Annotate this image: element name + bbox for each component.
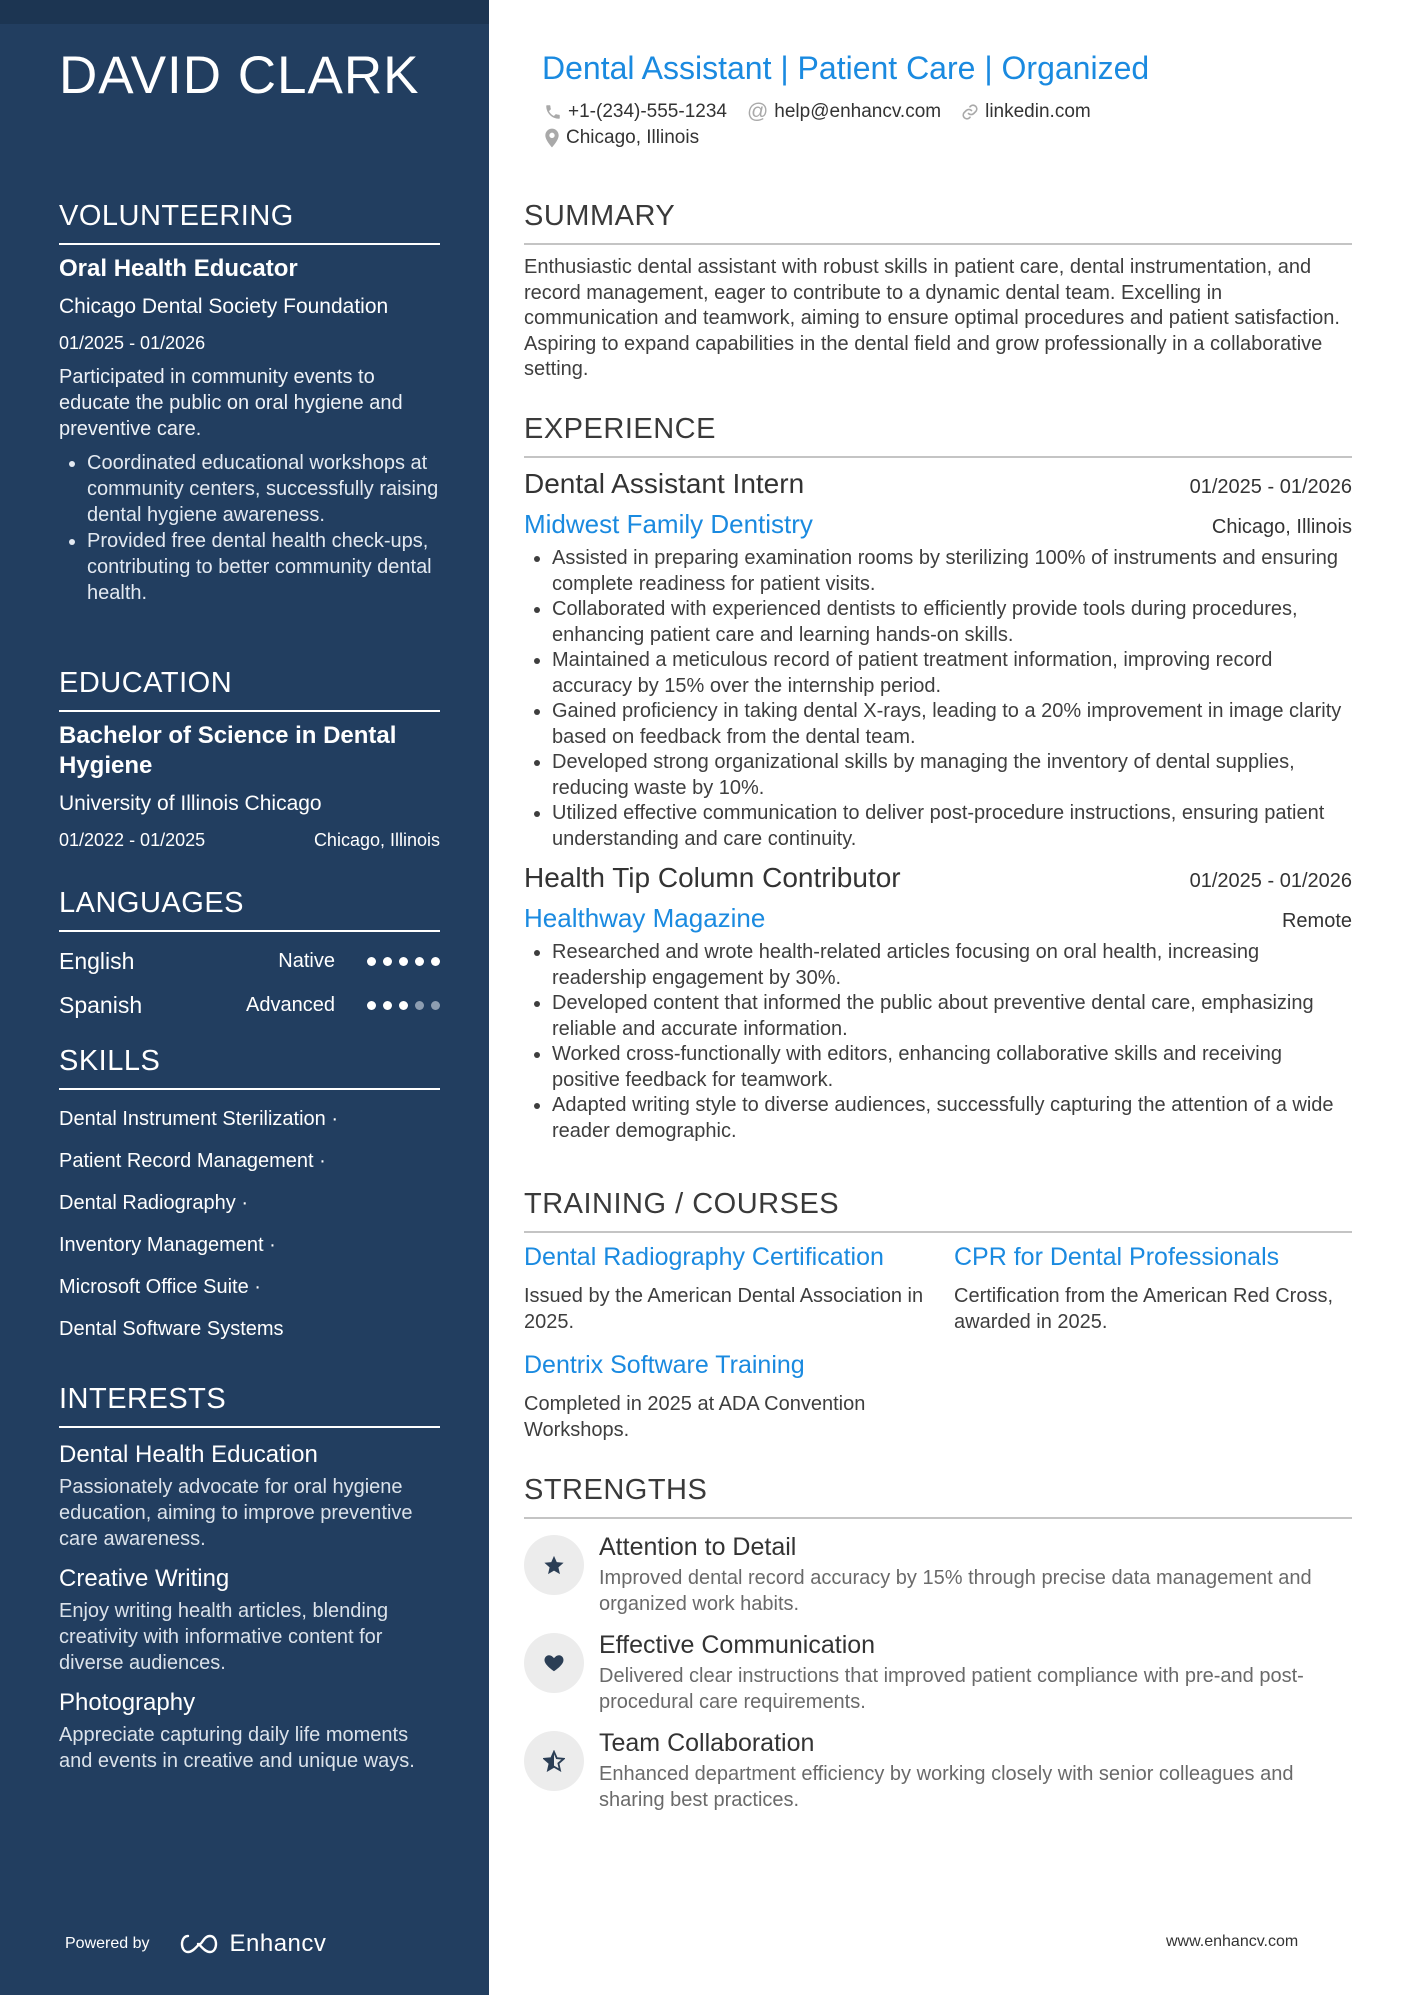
education-meta xyxy=(59,828,440,852)
list-item: • Developed strong organizational skills by managing the inventory of dental supplies, reducing waste by 10%. xyxy=(552,750,1352,801)
experience-heading: EXPERIENCE xyxy=(524,411,1352,458)
link-icon xyxy=(961,103,979,121)
volunteer-description: Participated in community events to educate the public on oral hygiene and preventive care. xyxy=(59,366,403,440)
volunteer-bullets xyxy=(59,450,440,606)
job-company: Healthway Magazine xyxy=(524,903,766,933)
skill-item: Microsoft Office Suite · xyxy=(59,1276,261,1298)
contact-row xyxy=(544,100,1091,124)
interest-title: Dental Health Education xyxy=(59,1441,318,1468)
course-item xyxy=(954,1241,1354,1335)
list-item: • Gained proficiency in taking dental X-rays, leading to a 20% improvement in image clarity based on feedback from the dental team. xyxy=(552,699,1352,750)
job-location: Chicago, Illinois xyxy=(1211,516,1352,538)
job-company-row xyxy=(524,902,1352,934)
volunteer-role: Oral Health Educator xyxy=(59,255,298,282)
volunteer-dates: 01/2025 - 01/2026 xyxy=(59,333,206,353)
course-item xyxy=(524,1349,954,1443)
language-row xyxy=(59,946,440,976)
contact-phone[interactable] xyxy=(544,101,727,123)
interest-text: Passionately advocate for oral hygiene education, aiming to improve preventive care awareness. xyxy=(59,1476,413,1550)
star-icon xyxy=(524,1535,584,1595)
interests-section xyxy=(59,1381,440,1774)
rating-dot xyxy=(367,957,376,966)
strengths-section xyxy=(524,1472,1352,1813)
list-item: • Utilized effective communication to deliver post-procedure instructions, ensuring patient understanding and care continuity. xyxy=(552,801,1352,852)
course-text: Certification from the American Red Cross, awarded in 2025. xyxy=(954,1285,1334,1333)
contact-location xyxy=(544,127,699,149)
skills-heading: SKILLS xyxy=(59,1043,440,1090)
at-icon: @ xyxy=(746,100,769,123)
contact-email[interactable] xyxy=(747,100,941,124)
skills-section xyxy=(59,1043,440,1342)
list-item: • Assisted in preparing examination rooms by sterilizing 100% of instruments and ensuring complete readiness for patient visits. xyxy=(552,546,1352,597)
skill-item: Patient Record Management · xyxy=(59,1150,326,1172)
education-school: University of Illinois Chicago xyxy=(59,792,322,815)
brand-name: Enhancv xyxy=(229,1930,327,1957)
list-item: • Worked cross-functionally with editors, enhancing collaborative skills and receiving positive feedback for teamwork. xyxy=(552,1042,1352,1093)
skill-item: Dental Radiography · xyxy=(59,1192,248,1214)
language-name: English xyxy=(59,947,135,974)
linkedin-text: linkedin.com xyxy=(985,101,1091,122)
infinity-logo-icon xyxy=(176,1932,222,1956)
interest-title: Photography xyxy=(59,1689,196,1716)
languages-section xyxy=(59,885,440,1020)
volunteer-meta xyxy=(59,331,440,355)
skill-item: Dental Software Systems xyxy=(59,1318,284,1340)
strength-text: Improved dental record accuracy by 15% through precise data management and organized work habits. xyxy=(599,1567,1312,1615)
strength-body xyxy=(599,1531,1352,1617)
training-section xyxy=(524,1186,1352,1443)
job-location: Remote xyxy=(1281,910,1352,932)
skill-item: Inventory Management · xyxy=(59,1234,276,1256)
rating-dot xyxy=(399,957,408,966)
contact-row-2 xyxy=(544,127,699,149)
training-heading: TRAINING / COURSES xyxy=(524,1186,1352,1233)
volunteering-heading: VOLUNTEERING xyxy=(59,198,440,245)
interest-title: Creative Writing xyxy=(59,1565,230,1592)
strengths-heading: STRENGTHS xyxy=(524,1472,1352,1519)
powered-label: Powered by xyxy=(65,1935,150,1952)
powered-by xyxy=(65,1930,326,1958)
education-section xyxy=(59,665,440,852)
list-item: • Adapted writing style to diverse audiences, successfully capturing the attention of a wide reader demographic. xyxy=(552,1093,1352,1144)
job-title-row xyxy=(524,466,1352,502)
star-half-icon xyxy=(524,1731,584,1791)
location-text: Chicago, Illinois xyxy=(566,127,700,148)
phone-icon xyxy=(544,103,562,121)
job-bullets xyxy=(524,940,1352,1144)
job-bullets xyxy=(524,546,1352,852)
job-company: Midwest Family Dentistry xyxy=(524,509,813,539)
strength-title: Team Collaboration xyxy=(599,1729,815,1757)
sidebar-top-band xyxy=(0,0,489,24)
rating-dot xyxy=(367,1001,376,1010)
volunteer-org: Chicago Dental Society Foundation xyxy=(59,295,389,318)
course-title: Dentrix Software Training xyxy=(524,1351,805,1379)
phone-text: +1-(234)-555-1234 xyxy=(568,101,727,122)
skill-item: Dental Instrument Sterilization · xyxy=(59,1108,339,1130)
heart-icon xyxy=(524,1633,584,1693)
brand-logo[interactable] xyxy=(176,1930,327,1958)
interests-heading: INTERESTS xyxy=(59,1381,440,1428)
course-text: Issued by the American Dental Association in 2025. xyxy=(524,1285,924,1333)
volunteering-section xyxy=(59,198,440,606)
rating-dot xyxy=(431,957,440,966)
location-pin-icon xyxy=(544,128,560,148)
footer-url[interactable]: www.enhancv.com xyxy=(1166,1933,1299,1950)
course-grid xyxy=(524,1241,1352,1443)
rating-dot xyxy=(383,1001,392,1010)
interest-text: Enjoy writing health articles, blending creativity with informative content for diverse audiences. xyxy=(59,1600,389,1674)
strength-body xyxy=(599,1629,1352,1715)
strength-body xyxy=(599,1727,1352,1813)
sidebar xyxy=(0,0,489,1995)
strength-item xyxy=(524,1727,1352,1813)
strength-item xyxy=(524,1531,1352,1617)
summary-text: Enthusiastic dental assistant with robust skills in patient care, dental instrumentation, and record management, eager to contribute to a dynamic dental team. Excelling in communication and teamwork, aiming to ensure optimal procedures and patient satisfaction. Aspiring to expand capabilities in the dental field and grow professionally in a collaborative setting. xyxy=(524,256,1340,380)
list-item: • Coordinated educational workshops at community centers, successfully raising dental hygiene awareness. xyxy=(87,450,440,528)
course-item xyxy=(524,1241,954,1335)
language-name: Spanish xyxy=(59,991,143,1018)
list-item: • Developed content that informed the public about preventive dental care, emphasizing reliable and accurate information. xyxy=(552,991,1352,1042)
job-title: Dental Assistant Intern xyxy=(524,468,805,499)
strength-item xyxy=(524,1629,1352,1715)
contact-linkedin[interactable] xyxy=(961,101,1091,123)
languages-heading: LANGUAGES xyxy=(59,885,440,932)
job-title: Health Tip Column Contributor xyxy=(524,862,901,893)
education-degree: Bachelor of Science in Dental Hygiene xyxy=(59,722,397,779)
job-entry xyxy=(524,466,1352,852)
language-row xyxy=(59,990,440,1020)
summary-section xyxy=(524,198,1352,383)
language-level: Native xyxy=(278,949,335,972)
education-dates: 01/2022 - 01/2025 xyxy=(59,830,206,850)
list-item: • Researched and wrote health-related articles focusing on oral health, increasing readership engagement by 30%. xyxy=(552,940,1352,991)
job-entry xyxy=(524,860,1352,1144)
candidate-name: DAVID CLARK xyxy=(59,46,420,105)
course-title: CPR for Dental Professionals xyxy=(954,1243,1280,1271)
language-level: Advanced xyxy=(246,993,335,1016)
email-text: help@enhancv.com xyxy=(774,101,942,122)
education-location: Chicago, Illinois xyxy=(313,830,440,850)
language-rating xyxy=(367,1001,440,1010)
rating-dot xyxy=(431,1001,440,1010)
interest-text: Appreciate capturing daily life moments and events in creative and unique ways. xyxy=(59,1724,415,1772)
strength-title: Effective Communication xyxy=(599,1631,876,1659)
course-title: Dental Radiography Certification xyxy=(524,1243,884,1271)
rating-dot xyxy=(399,1001,408,1010)
list-item: • Provided free dental health check-ups, contributing to better community dental health. xyxy=(87,528,440,606)
education-heading: EDUCATION xyxy=(59,665,440,712)
summary-heading: SUMMARY xyxy=(524,198,1352,245)
experience-section xyxy=(524,411,1352,1144)
language-rating xyxy=(367,957,440,966)
strength-text: Enhanced department efficiency by working closely with senior colleagues and sharing best practices. xyxy=(599,1763,1294,1811)
list-item: • Maintained a meticulous record of patient treatment information, improving record accuracy by 15% over the internship period. xyxy=(552,648,1352,699)
job-dates: 01/2025 - 01/2026 xyxy=(1189,870,1352,892)
strength-text: Delivered clear instructions that improved patient compliance with pre-and post-procedural care requirements. xyxy=(599,1665,1304,1713)
job-dates: 01/2025 - 01/2026 xyxy=(1189,476,1352,498)
strength-title: Attention to Detail xyxy=(599,1533,797,1561)
course-text: Completed in 2025 at ADA Convention Workshops. xyxy=(524,1393,866,1441)
list-item: • Collaborated with experienced dentists to efficiently provide tools during procedures, enhancing patient care and learning hands-on skills. xyxy=(552,597,1352,648)
rating-dot xyxy=(415,957,424,966)
rating-dot xyxy=(383,957,392,966)
headline: Dental Assistant | Patient Care | Organized xyxy=(542,50,1150,86)
job-company-row xyxy=(524,508,1352,540)
job-title-row xyxy=(524,860,1352,896)
rating-dot xyxy=(415,1001,424,1010)
